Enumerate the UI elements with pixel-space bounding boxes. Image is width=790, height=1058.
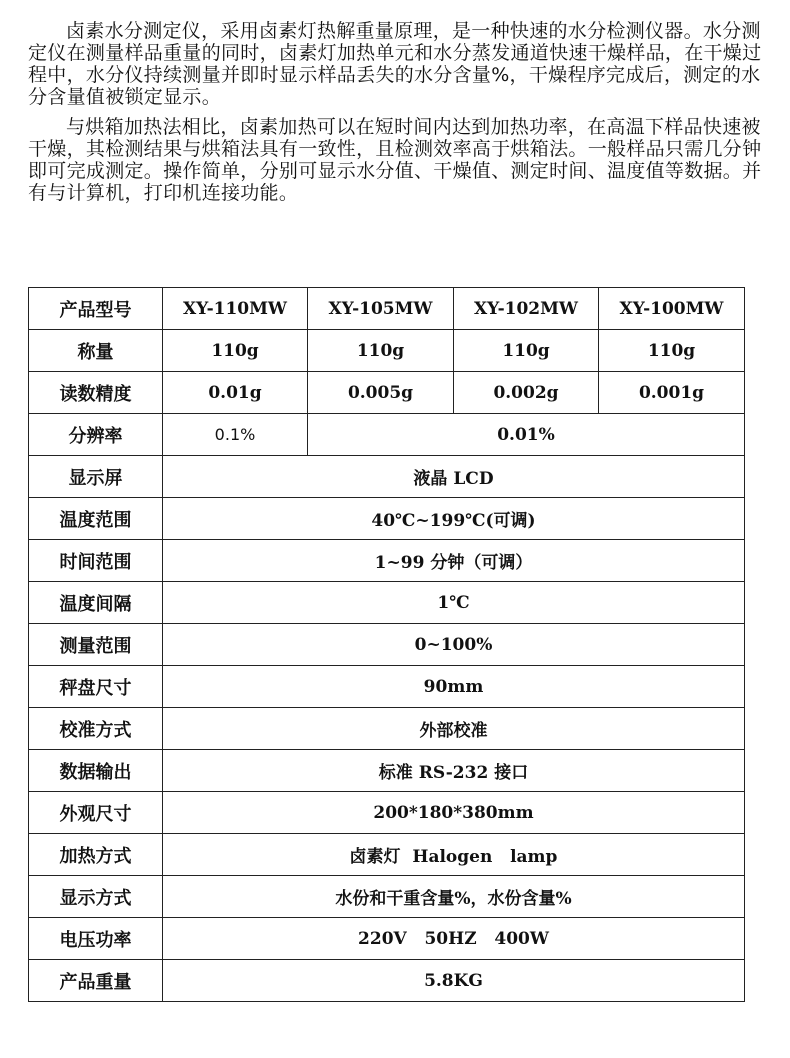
table-row: [29, 540, 745, 582]
intro-paragraph-2: 与烘箱加热法相比，卤素加热可以在短时间内达到加热功率，在高温下样品快速被干燥，其检测结果与烘箱法具有一致性，且检测效率高于烘箱法。一般样品只需几分钟即可完成测定。操作简单，分别可显示水分值、干燥值、测定时间、温度值等数据。并有与计算机，打印机连接功能。: [28, 116, 762, 204]
row-label: 电压功率: [29, 918, 163, 960]
model-cell: XY-102MW: [454, 288, 599, 330]
table-row-capacity: [29, 330, 745, 372]
row-value: 220V 50HZ 400W: [163, 918, 745, 960]
intro-paragraph-1: 卤素水分测定仪，采用卤素灯热解重量原理，是一种快速的水分检测仪器。水分测定仪在测量样品重量的同时，卤素灯加热单元和水分蒸发通道快速干燥样品，在干燥过程中，水分仪持续测量并即时显示样品丢失的水分含量%，干燥程序完成后，测定的水分含量值被锁定显示。: [28, 20, 762, 108]
table-row-readability: [29, 372, 745, 414]
spec-table: [28, 287, 745, 1002]
resolution-cell-first: 0.1%: [163, 414, 308, 456]
row-label: 显示屏: [29, 456, 163, 498]
table-row: [29, 498, 745, 540]
table-row: [29, 624, 745, 666]
row-label: 外观尺寸: [29, 792, 163, 834]
row-label: 数据输出: [29, 750, 163, 792]
row-label: 产品重量: [29, 960, 163, 1002]
row-value: 液晶 LCD: [163, 456, 745, 498]
table-row-resolution: [29, 414, 745, 456]
row-label: 温度范围: [29, 498, 163, 540]
capacity-cell: 110g: [163, 330, 308, 372]
row-label: 温度间隔: [29, 582, 163, 624]
row-value: 外部校准: [163, 708, 745, 750]
row-value: 水份和干重含量%，水份含量%: [163, 876, 745, 918]
row-value: 标准 RS-232 接口: [163, 750, 745, 792]
table-row: [29, 876, 745, 918]
table-row: [29, 666, 745, 708]
model-cell: XY-110MW: [163, 288, 308, 330]
capacity-cell: 110g: [308, 330, 454, 372]
readability-cell: 0.005g: [308, 372, 454, 414]
row-value: 卤素灯 Halogen lamp: [163, 834, 745, 876]
table-row: [29, 708, 745, 750]
table-row: [29, 750, 745, 792]
table-row: [29, 960, 745, 1002]
readability-cell: 0.001g: [599, 372, 745, 414]
readability-cell: 0.01g: [163, 372, 308, 414]
table-row: [29, 792, 745, 834]
intro-text: [28, 20, 768, 212]
table-row: [29, 834, 745, 876]
row-value: 40℃~199℃(可调): [163, 498, 745, 540]
resolution-cell-rest: 0.01%: [308, 414, 745, 456]
model-cell: XY-100MW: [599, 288, 745, 330]
row-label: 显示方式: [29, 876, 163, 918]
row-label-capacity: 称量: [29, 330, 163, 372]
readability-cell: 0.002g: [454, 372, 599, 414]
row-value: 0~100%: [163, 624, 745, 666]
table-row: [29, 456, 745, 498]
row-label: 时间范围: [29, 540, 163, 582]
row-value: 1~99 分钟（可调）: [163, 540, 745, 582]
row-label: 加热方式: [29, 834, 163, 876]
model-cell: XY-105MW: [308, 288, 454, 330]
row-label-model: 产品型号: [29, 288, 163, 330]
capacity-cell: 110g: [599, 330, 745, 372]
row-label: 秤盘尺寸: [29, 666, 163, 708]
row-value: 1℃: [163, 582, 745, 624]
row-value: 5.8KG: [163, 960, 745, 1002]
table-row: [29, 918, 745, 960]
row-value: 200*180*380mm: [163, 792, 745, 834]
row-value: 90mm: [163, 666, 745, 708]
table-row: [29, 582, 745, 624]
table-row-model: [29, 288, 745, 330]
row-label-readability: 读数精度: [29, 372, 163, 414]
row-label: 校准方式: [29, 708, 163, 750]
row-label: 测量范围: [29, 624, 163, 666]
capacity-cell: 110g: [454, 330, 599, 372]
row-label-resolution: 分辨率: [29, 414, 163, 456]
